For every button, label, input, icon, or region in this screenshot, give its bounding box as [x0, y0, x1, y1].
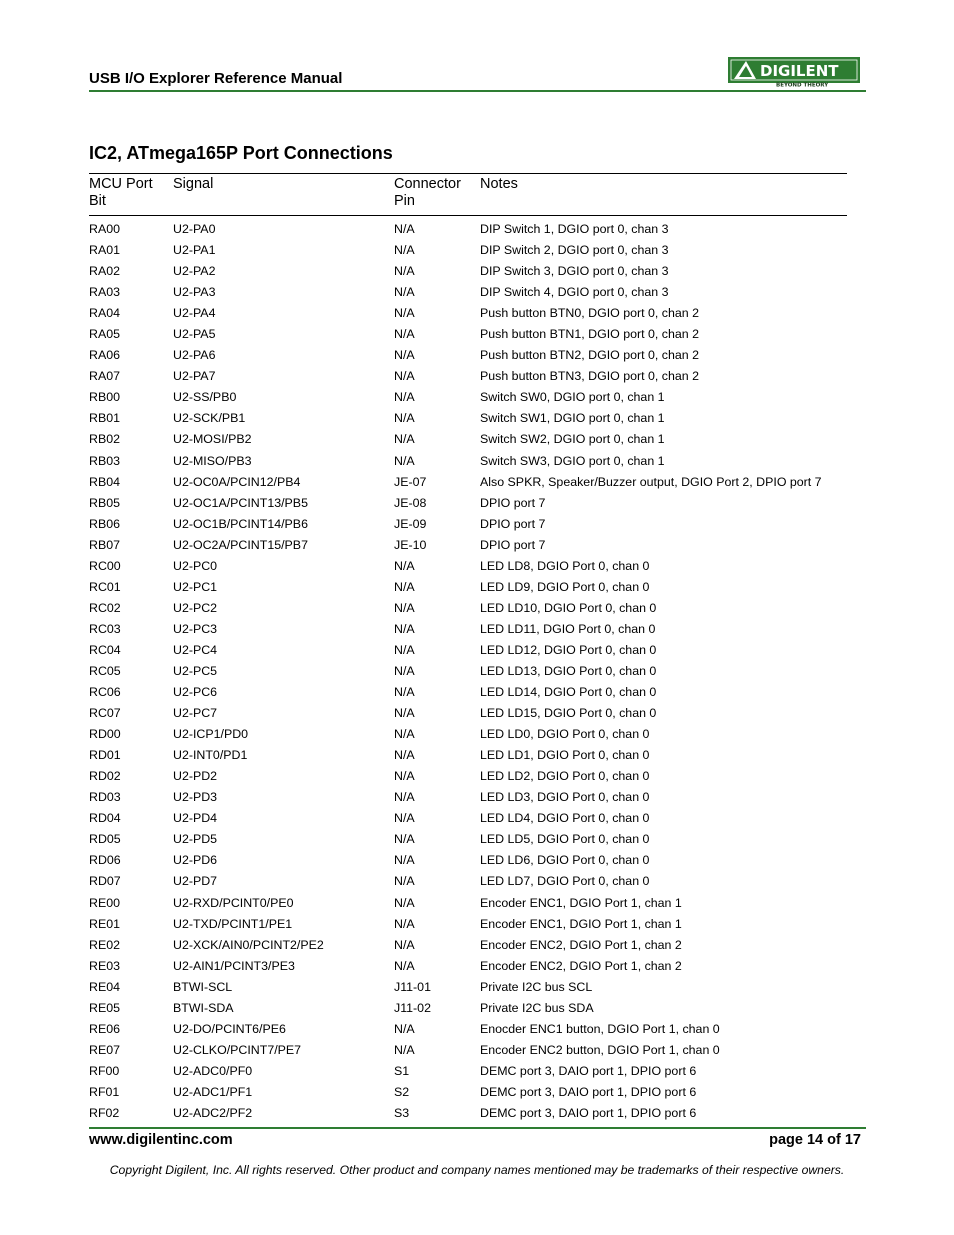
cell-signal: U2-PA0 — [173, 222, 216, 236]
cell-connector-pin: JE-10 — [394, 537, 427, 552]
cell-mcu-port-bit: RE03 — [89, 958, 120, 973]
cell-connector-pin: S2 — [394, 1084, 410, 1099]
cell-mcu-port-bit: RF02 — [89, 1105, 120, 1120]
cell-notes: LED LD9, DGIO Port 0, chan 0 — [480, 579, 650, 594]
cell-signal: U2-ICP1/PD0 — [173, 727, 249, 742]
cell-signal: U2-OC1A/PCINT13/PB5 — [173, 495, 308, 510]
cell-signal: U2-PC1 — [173, 579, 218, 594]
cell-connector-pin: N/A — [394, 432, 415, 447]
cell-connector-pin: N/A — [394, 832, 415, 847]
cell-signal: U2-PC7 — [173, 706, 218, 721]
table-row — [89, 766, 847, 787]
cell-connector-pin: N/A — [394, 369, 415, 384]
cell-signal: U2-MOSI/PB2 — [173, 432, 252, 447]
cell-mcu-port-bit: RD02 — [89, 769, 121, 784]
column-header-mcu-port-bit: MCU Port Bit — [89, 176, 153, 209]
cell-connector-pin: N/A — [394, 264, 415, 279]
cell-notes: Encoder ENC2, DGIO Port 1, chan 2 — [480, 958, 682, 973]
cell-signal: U2-DO/PCINT6/PE6 — [173, 1021, 286, 1036]
table-row — [89, 556, 847, 577]
cell-connector-pin: J11-01 — [394, 979, 431, 994]
cell-notes: LED LD0, DGIO Port 0, chan 0 — [480, 727, 650, 742]
cell-notes: DIP Switch 2, DGIO port 0, chan 3 — [480, 243, 669, 258]
cell-mcu-port-bit: RC01 — [89, 579, 121, 594]
cell-notes: Push button BTN0, DGIO port 0, chan 2 — [480, 306, 700, 321]
cell-signal: U2-PD3 — [173, 790, 218, 805]
cell-connector-pin: J11-02 — [394, 1000, 431, 1015]
cell-mcu-port-bit: RB06 — [89, 516, 120, 531]
table-row — [89, 619, 847, 640]
column-header-signal: Signal — [173, 176, 214, 192]
table-row — [89, 850, 847, 871]
cell-notes: LED LD2, DGIO Port 0, chan 0 — [480, 769, 650, 784]
cell-mcu-port-bit: RD06 — [89, 853, 121, 868]
cell-notes: Switch SW3, DGIO port 0, chan 1 — [480, 453, 665, 468]
table-row — [89, 977, 847, 998]
table-row — [89, 429, 847, 450]
cell-connector-pin: N/A — [394, 243, 415, 258]
cell-signal: U2-PA6 — [173, 348, 216, 363]
cell-notes: Switch SW1, DGIO port 0, chan 1 — [480, 411, 665, 426]
logo-text: DIGILENT — [760, 62, 839, 80]
table-row — [89, 1040, 847, 1061]
cell-mcu-port-bit: RB00 — [89, 390, 120, 405]
cell-connector-pin: N/A — [394, 663, 415, 678]
cell-signal: U2-RXD/PCINT0/PE0 — [173, 895, 294, 910]
cell-notes: Encoder ENC1, DGIO Port 1, chan 1 — [480, 895, 682, 910]
footer-url: www.digilentinc.com — [89, 1132, 233, 1148]
section-title: IC2, ATmega165P Port Connections — [89, 143, 393, 163]
cell-connector-pin: N/A — [394, 895, 415, 910]
cell-notes: LED LD3, DGIO Port 0, chan 0 — [480, 790, 650, 805]
cell-connector-pin: JE-09 — [394, 516, 427, 531]
cell-notes: LED LD1, DGIO Port 0, chan 0 — [480, 748, 650, 763]
column-header-notes: Notes — [480, 176, 518, 192]
table-row — [89, 1103, 847, 1124]
cell-mcu-port-bit: RB05 — [89, 495, 120, 510]
cell-signal: U2-INT0/PD1 — [173, 748, 248, 763]
table-body — [89, 216, 847, 1124]
digilent-logo — [728, 57, 860, 87]
cell-mcu-port-bit: RB03 — [89, 453, 120, 468]
copyright-notice: Copyright Digilent, Inc. All rights reserved. Other product and company names mentioned may be trademarks of their respective owners. — [109, 1163, 845, 1177]
table-row — [89, 640, 847, 661]
cell-signal: U2-PD5 — [173, 832, 218, 847]
cell-mcu-port-bit: RA02 — [89, 264, 120, 279]
cell-mcu-port-bit: RB04 — [89, 474, 120, 489]
cell-mcu-port-bit: RE01 — [89, 916, 120, 931]
cell-notes: DIP Switch 3, DGIO port 0, chan 3 — [480, 264, 669, 279]
cell-notes: DEMC port 3, DAIO port 1, DPIO port 6 — [480, 1084, 697, 1099]
cell-connector-pin: N/A — [394, 453, 415, 468]
table-row — [89, 366, 847, 387]
cell-mcu-port-bit: RC06 — [89, 685, 121, 700]
table-row — [89, 408, 847, 429]
cell-notes: DIP Switch 4, DGIO port 0, chan 3 — [480, 285, 669, 300]
cell-connector-pin: N/A — [394, 811, 415, 826]
cell-mcu-port-bit: RC05 — [89, 663, 121, 678]
cell-notes: Private I2C bus SCL — [480, 979, 593, 994]
cell-signal: U2-PC3 — [173, 621, 218, 636]
cell-connector-pin: N/A — [394, 558, 415, 573]
cell-signal: U2-XCK/AIN0/PCINT2/PE2 — [173, 937, 324, 952]
table-row — [89, 829, 847, 850]
cell-signal: U2-AIN1/PCINT3/PE3 — [173, 958, 295, 973]
cell-connector-pin: N/A — [394, 685, 415, 700]
cell-mcu-port-bit: RA01 — [89, 243, 120, 258]
cell-notes: Push button BTN1, DGIO port 0, chan 2 — [480, 327, 700, 342]
cell-mcu-port-bit: RC04 — [89, 642, 121, 657]
table-row — [89, 493, 847, 514]
table-row — [89, 472, 847, 493]
cell-notes: Enocder ENC1 button, DGIO Port 1, chan 0 — [480, 1021, 720, 1036]
cell-connector-pin: N/A — [394, 348, 415, 363]
cell-mcu-port-bit: RD01 — [89, 748, 121, 763]
cell-signal: U2-PA2 — [173, 264, 216, 279]
table-row — [89, 451, 847, 472]
table-row — [89, 998, 847, 1019]
table-row — [89, 535, 847, 556]
table-row — [89, 787, 847, 808]
cell-signal: U2-OC2A/PCINT15/PB7 — [173, 537, 308, 552]
table-row — [89, 808, 847, 829]
cell-signal: U2-PA4 — [173, 306, 216, 321]
cell-signal: U2-PD4 — [173, 811, 218, 826]
cell-notes: LED LD11, DGIO Port 0, chan 0 — [480, 621, 656, 636]
table-row — [89, 387, 847, 408]
cell-notes: LED LD5, DGIO Port 0, chan 0 — [480, 832, 650, 847]
table-row — [89, 324, 847, 345]
cell-notes: LED LD7, DGIO Port 0, chan 0 — [480, 874, 650, 889]
table-row — [89, 303, 847, 324]
table-row — [89, 240, 847, 261]
cell-notes: LED LD12, DGIO Port 0, chan 0 — [480, 642, 657, 657]
cell-notes: Switch SW0, DGIO port 0, chan 1 — [480, 390, 665, 405]
cell-signal: U2-PD6 — [173, 853, 218, 868]
cell-mcu-port-bit: RD00 — [89, 727, 121, 742]
table-row — [89, 682, 847, 703]
cell-connector-pin: JE-07 — [394, 474, 427, 489]
cell-mcu-port-bit: RD07 — [89, 874, 121, 889]
cell-connector-pin: N/A — [394, 621, 415, 636]
cell-signal: BTWI-SCL — [173, 979, 233, 994]
cell-notes: DEMC port 3, DAIO port 1, DPIO port 6 — [480, 1063, 697, 1078]
cell-mcu-port-bit: RA05 — [89, 327, 120, 342]
cell-connector-pin: N/A — [394, 327, 415, 342]
cell-notes: LED LD4, DGIO Port 0, chan 0 — [480, 811, 650, 826]
logo-tagline: BEYOND THEORY — [776, 82, 829, 87]
cell-connector-pin: S3 — [394, 1105, 410, 1120]
cell-signal: U2-PA5 — [173, 327, 216, 342]
cell-notes: DPIO port 7 — [480, 495, 546, 510]
cell-notes: Push button BTN3, DGIO port 0, chan 2 — [480, 369, 700, 384]
column-header-connector-pin: Connector Pin — [394, 176, 461, 209]
cell-connector-pin: JE-08 — [394, 495, 427, 510]
cell-signal: U2-PC5 — [173, 663, 218, 678]
cell-signal: U2-OC0A/PCIN12/PB4 — [173, 474, 301, 489]
cell-signal: U2-PA7 — [173, 369, 216, 384]
cell-notes: DEMC port 3, DAIO port 1, DPIO port 6 — [480, 1105, 697, 1120]
cell-mcu-port-bit: RC00 — [89, 558, 121, 573]
cell-mcu-port-bit: RE02 — [89, 937, 120, 952]
cell-connector-pin: N/A — [394, 222, 415, 236]
cell-mcu-port-bit: RA00 — [89, 222, 120, 236]
cell-notes: LED LD15, DGIO Port 0, chan 0 — [480, 706, 657, 721]
cell-notes: Encoder ENC1, DGIO Port 1, chan 1 — [480, 916, 682, 931]
cell-connector-pin: N/A — [394, 958, 415, 973]
cell-mcu-port-bit: RE05 — [89, 1000, 120, 1015]
cell-notes: Push button BTN2, DGIO port 0, chan 2 — [480, 348, 700, 363]
cell-mcu-port-bit: RE06 — [89, 1021, 120, 1036]
cell-connector-pin: N/A — [394, 748, 415, 763]
cell-connector-pin: N/A — [394, 706, 415, 721]
cell-mcu-port-bit: RD04 — [89, 811, 121, 826]
document-title: USB I/O Explorer Reference Manual — [89, 70, 343, 87]
cell-connector-pin: N/A — [394, 411, 415, 426]
table-row — [89, 1061, 847, 1082]
table-row — [89, 1019, 847, 1040]
table-row — [89, 219, 847, 240]
cell-mcu-port-bit: RD05 — [89, 832, 121, 847]
table-row — [89, 345, 847, 366]
header-rule — [89, 90, 866, 92]
cell-connector-pin: N/A — [394, 790, 415, 805]
cell-mcu-port-bit: RC02 — [89, 600, 121, 615]
cell-notes: Switch SW2, DGIO port 0, chan 1 — [480, 432, 665, 447]
cell-notes: LED LD13, DGIO Port 0, chan 0 — [480, 663, 657, 678]
cell-mcu-port-bit: RB02 — [89, 432, 120, 447]
cell-signal: U2-TXD/PCINT1/PE1 — [173, 916, 293, 931]
cell-signal: U2-SS/PB0 — [173, 390, 237, 405]
cell-signal: U2-ADC0/PF0 — [173, 1063, 253, 1078]
cell-connector-pin: S1 — [394, 1063, 410, 1078]
cell-signal: U2-MISO/PB3 — [173, 453, 252, 468]
cell-mcu-port-bit: RA04 — [89, 306, 120, 321]
cell-notes: LED LD8, DGIO Port 0, chan 0 — [480, 558, 650, 573]
cell-signal: U2-PD2 — [173, 769, 218, 784]
footer-rule — [89, 1127, 866, 1129]
table-row — [89, 1082, 847, 1103]
cell-mcu-port-bit: RA03 — [89, 285, 120, 300]
table-row — [89, 914, 847, 935]
table-header — [89, 174, 847, 215]
cell-signal: U2-PA1 — [173, 243, 216, 258]
cell-connector-pin: N/A — [394, 579, 415, 594]
cell-notes: LED LD6, DGIO Port 0, chan 0 — [480, 853, 650, 868]
cell-connector-pin: N/A — [394, 853, 415, 868]
cell-mcu-port-bit: RF01 — [89, 1084, 120, 1099]
cell-connector-pin: N/A — [394, 1042, 415, 1057]
cell-signal: U2-CLKO/PCINT7/PE7 — [173, 1042, 302, 1057]
table-row — [89, 956, 847, 977]
cell-mcu-port-bit: RC03 — [89, 621, 121, 636]
cell-connector-pin: N/A — [394, 306, 415, 321]
cell-signal: U2-PA3 — [173, 285, 216, 300]
cell-connector-pin: N/A — [394, 600, 415, 615]
cell-signal: U2-ADC1/PF1 — [173, 1084, 253, 1099]
table-row — [89, 703, 847, 724]
cell-connector-pin: N/A — [394, 937, 415, 952]
cell-mcu-port-bit: RF00 — [89, 1063, 120, 1078]
cell-mcu-port-bit: RE04 — [89, 979, 120, 994]
cell-signal: U2-PC6 — [173, 685, 218, 700]
cell-signal: U2-OC1B/PCINT14/PB6 — [173, 516, 308, 531]
cell-notes: Encoder ENC2 button, DGIO Port 1, chan 0 — [480, 1042, 720, 1057]
table-row — [89, 282, 847, 303]
cell-mcu-port-bit: RD03 — [89, 790, 121, 805]
table-row — [89, 661, 847, 682]
cell-notes: DPIO port 7 — [480, 516, 546, 531]
table-row — [89, 261, 847, 282]
cell-signal: BTWI-SDA — [173, 1000, 234, 1015]
cell-notes: DPIO port 7 — [480, 537, 546, 552]
cell-connector-pin: N/A — [394, 1021, 415, 1036]
page-number: page 14 of 17 — [769, 1132, 861, 1148]
table-row — [89, 598, 847, 619]
table-row — [89, 514, 847, 535]
cell-connector-pin: N/A — [394, 285, 415, 300]
cell-connector-pin: N/A — [394, 916, 415, 931]
table-row — [89, 577, 847, 598]
cell-connector-pin: N/A — [394, 874, 415, 889]
cell-notes: LED LD10, DGIO Port 0, chan 0 — [480, 600, 657, 615]
cell-mcu-port-bit: RC07 — [89, 706, 121, 721]
cell-connector-pin: N/A — [394, 390, 415, 405]
table-row — [89, 724, 847, 745]
table-row — [89, 745, 847, 766]
cell-mcu-port-bit: RE00 — [89, 895, 120, 910]
cell-notes: DIP Switch 1, DGIO port 0, chan 3 — [480, 222, 669, 236]
cell-signal: U2-PC0 — [173, 558, 218, 573]
cell-mcu-port-bit: RA07 — [89, 369, 120, 384]
cell-notes: Encoder ENC2, DGIO Port 1, chan 2 — [480, 937, 682, 952]
cell-notes: Also SPKR, Speaker/Buzzer output, DGIO Port 2, DPIO port 7 — [480, 474, 822, 489]
cell-signal: U2-PC4 — [173, 642, 218, 657]
table-row — [89, 935, 847, 956]
cell-connector-pin: N/A — [394, 727, 415, 742]
cell-mcu-port-bit: RA06 — [89, 348, 120, 363]
cell-connector-pin: N/A — [394, 642, 415, 657]
cell-signal: U2-PC2 — [173, 600, 218, 615]
table-row — [89, 871, 847, 892]
cell-notes: Private I2C bus SDA — [480, 1000, 594, 1015]
cell-mcu-port-bit: RE07 — [89, 1042, 120, 1057]
cell-notes: LED LD14, DGIO Port 0, chan 0 — [480, 685, 657, 700]
port-connections-table — [89, 173, 847, 1124]
cell-signal: U2-ADC2/PF2 — [173, 1105, 253, 1120]
cell-signal: U2-SCK/PB1 — [173, 411, 246, 426]
table-row — [89, 893, 847, 914]
cell-mcu-port-bit: RB07 — [89, 537, 120, 552]
cell-signal: U2-PD7 — [173, 874, 218, 889]
cell-connector-pin: N/A — [394, 769, 415, 784]
cell-mcu-port-bit: RB01 — [89, 411, 120, 426]
